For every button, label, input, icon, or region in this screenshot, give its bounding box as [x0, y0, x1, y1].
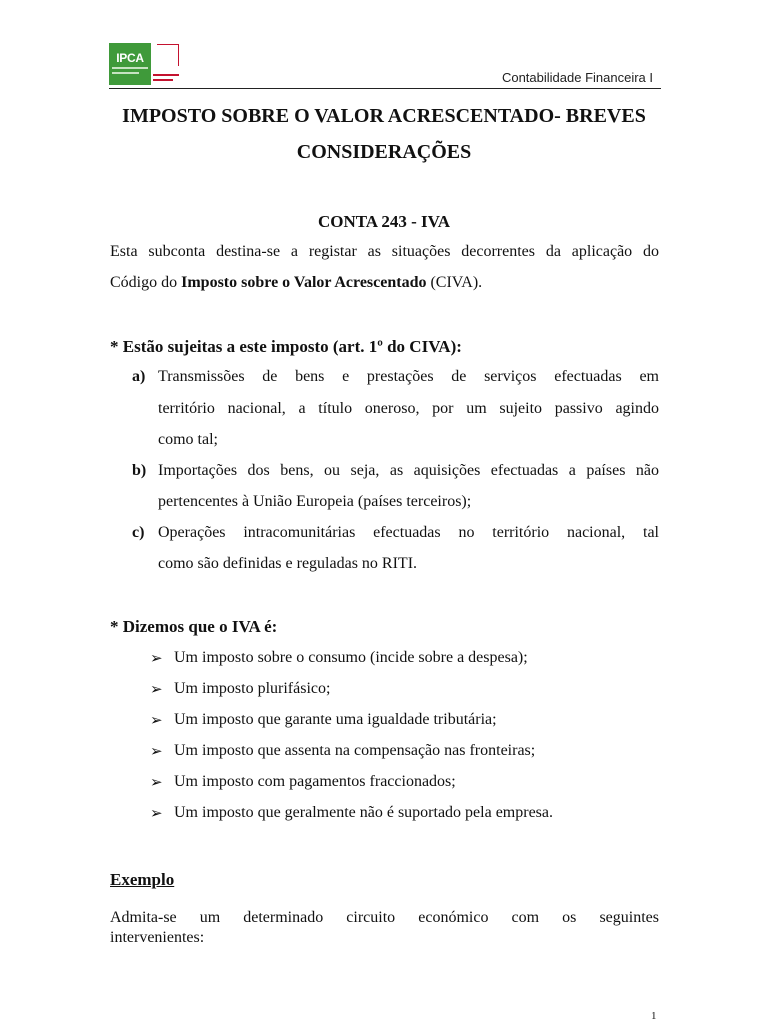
document-title-line-1: IMPOSTO SOBRE O VALOR ACRESCENTADO- BREVES — [122, 105, 646, 127]
page-number: 1 — [651, 1010, 657, 1022]
example-line-1: Admita-se um determinado circuito económico com os seguintes — [110, 909, 659, 926]
intro-suffix: (CIVA). — [426, 274, 483, 291]
logo-text: IPCA — [116, 51, 144, 65]
intro-line-2 — [110, 274, 659, 292]
example-heading: Exemplo — [110, 870, 175, 889]
arrow-bullet-icon: ➢ — [150, 804, 163, 822]
intro-bold-term: Imposto sobre o Valor Acrescentado — [181, 274, 427, 291]
bullet-item: Um imposto com pagamentos fraccionados; — [174, 773, 456, 790]
bullet-item: Um imposto que assenta na compensação nas fronteiras; — [174, 742, 536, 759]
item-b-line: pertencentes à União Europeia (países terceiros); — [158, 493, 472, 510]
arrow-bullet-icon: ➢ — [150, 773, 163, 791]
intro-prefix: Código do — [110, 274, 182, 291]
logo-corner-mark — [157, 44, 179, 66]
bullet-item: Um imposto plurifásico; — [174, 680, 331, 697]
arrow-bullet-icon: ➢ — [150, 680, 163, 698]
item-letter-b: b) — [132, 462, 147, 479]
arrow-bullet-icon: ➢ — [150, 742, 163, 760]
logo-stripe — [112, 67, 148, 69]
item-c-line: Operações intracomunitárias efectuadas no território nacional, tal — [158, 524, 659, 541]
document-title-line-2: CONSIDERAÇÕES — [296, 141, 472, 163]
item-letter-a: a) — [132, 368, 146, 385]
arrow-bullet-icon: ➢ — [150, 711, 163, 729]
bullet-item: Um imposto que garante uma igualdade tributária; — [174, 711, 497, 728]
example-line-2: intervenientes: — [110, 929, 205, 946]
intro-line-1: Esta subconta destina-se a registar as situações decorrentes da aplicação do — [110, 243, 659, 260]
bullet-item: Um imposto que geralmente não é suportado pela empresa. — [174, 804, 553, 821]
arrow-bullet-icon: ➢ — [150, 649, 163, 667]
ipca-logo — [109, 43, 151, 85]
item-a-line: território nacional, a título oneroso, por um sujeito passivo agindo — [158, 400, 659, 417]
section-heading: CONTA 243 - IVA — [317, 212, 451, 231]
logo-tagline-mark — [153, 74, 179, 76]
item-letter-c: c) — [132, 524, 145, 541]
logo-tagline-mark — [153, 79, 173, 81]
item-c-line: como são definidas e reguladas no RITI. — [158, 555, 418, 572]
item-a-line: como tal; — [158, 431, 218, 448]
item-b-line: Importações dos bens, ou seja, as aquisições efectuadas a países não — [158, 462, 659, 479]
bullet-item: Um imposto sobre o consumo (incide sobre a despesa); — [174, 649, 528, 666]
iva-heading: * Dizemos que o IVA é: — [110, 617, 278, 636]
course-title: Contabilidade Financeira I — [501, 70, 653, 85]
header-rule — [109, 88, 661, 89]
item-a-line: Transmissões de bens e prestações de serviços efectuadas em — [158, 368, 659, 385]
logo-stripe — [112, 72, 139, 74]
incidence-heading: * Estão sujeitas a este imposto (art. 1º do CIVA): — [110, 337, 462, 356]
